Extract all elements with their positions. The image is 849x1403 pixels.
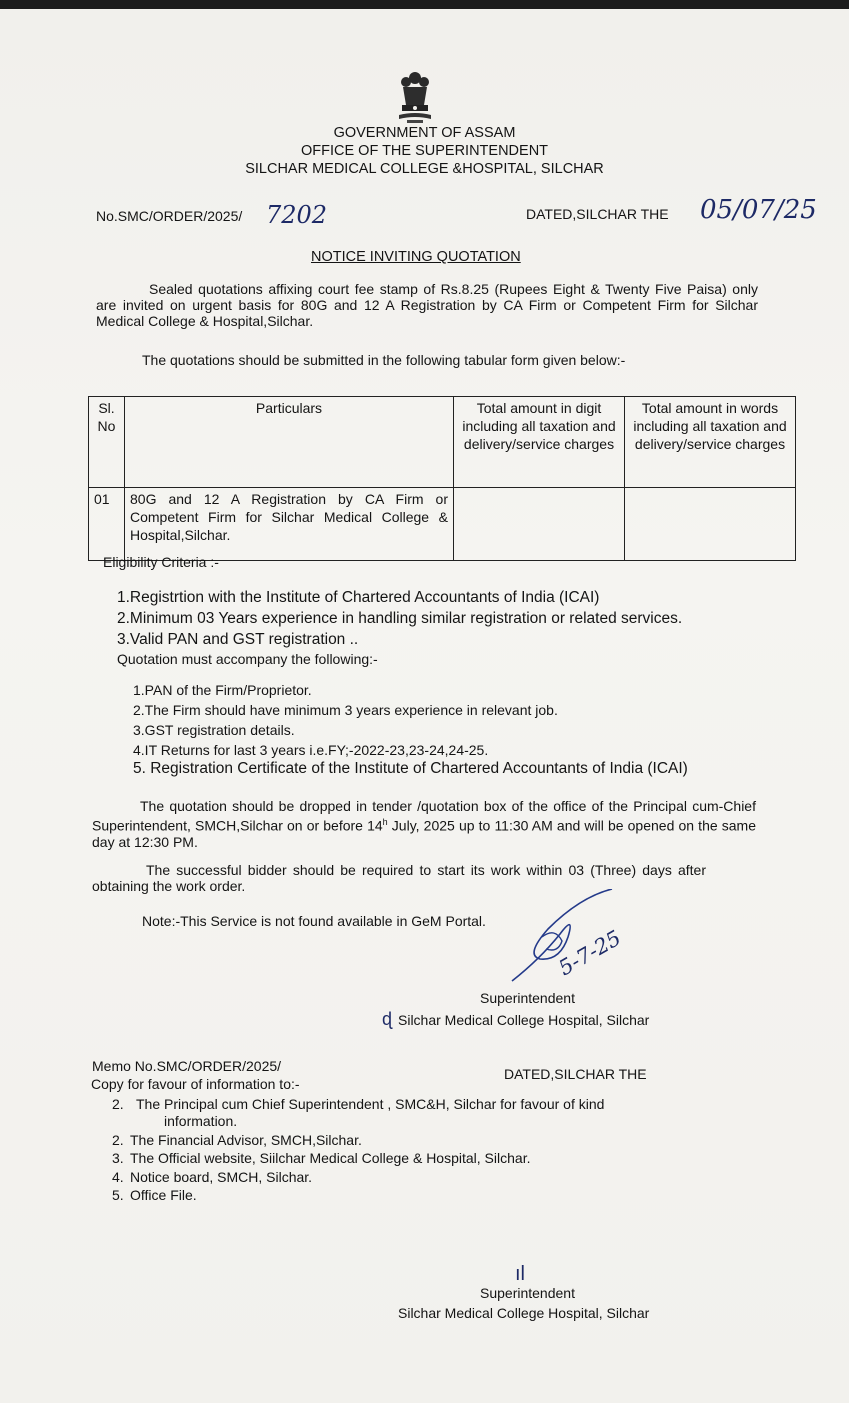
eligibility-item: 1.Registrtion with the Institute of Chartered Accountants of India (ICAI) (117, 589, 600, 606)
drop-paragraph (92, 798, 756, 850)
order-number-handwritten: 7202 (266, 201, 328, 229)
drop-text-sup: h (382, 817, 388, 827)
header-office: OFFICE OF THE SUPERINTENDENT (300, 143, 549, 159)
accompany-item: 1.PAN of the Firm/Proprietor. (133, 682, 312, 698)
accompany-heading: Quotation must accompany the following:- (117, 651, 378, 667)
order-number-label: No.SMC/ORDER/2025/ (96, 208, 243, 224)
copy-item-continued: information. (164, 1113, 238, 1129)
bidder-paragraph: The successful bidder should be required to start its work within 03 (Three) days after obtaining the work order. (92, 862, 706, 894)
scan-top-edge (0, 0, 849, 9)
copy-item: The Principal cum Chief Superintendent , SMC&H, Silchar for favour of kind (136, 1096, 605, 1112)
signature-date: 5-7-25 (554, 925, 626, 981)
accompany-item: 2.The Firm should have minimum 3 years experience in relevant job. (133, 702, 558, 718)
memo-number: Memo No.SMC/ORDER/2025/ (92, 1058, 282, 1074)
row-amount-words (625, 488, 796, 561)
row-particulars: 80G and 12 A Registration by CA Firm or Competent Firm for Silchar Medical College & Hospital,Silchar. (125, 488, 454, 561)
table-intro: The quotations should be submitted in the following tabular form given below:- (142, 352, 626, 368)
header-government: GOVERNMENT OF ASSAM (333, 125, 516, 141)
accompany-item: 3.GST registration details. (133, 722, 295, 738)
eligibility-heading: Eligibility Criteria :- (103, 554, 219, 570)
copy-item-number: 2. (112, 1096, 124, 1112)
table-row (89, 488, 796, 561)
notice-document (0, 9, 849, 1403)
copy-item: Notice board, SMCH, Silchar. (130, 1169, 313, 1185)
header-amount-words: Total amount in words including all taxation and delivery/service charges (625, 397, 796, 488)
signatory-title-2: Superintendent (480, 1285, 575, 1301)
eligibility-item: 3.Valid PAN and GST registration .. (117, 631, 359, 648)
date-handwritten: 05/07/25 (700, 195, 817, 225)
eligibility-item: 2.Minimum 03 Years experience in handling similar registration or related services. (117, 610, 683, 627)
copy-item-number: 2. (112, 1132, 124, 1148)
header-sl-no: Sl. No (89, 397, 125, 488)
copy-item-number: 3. (112, 1150, 124, 1166)
signatory-org-2: Silchar Medical College Hospital, Silchar (398, 1305, 650, 1321)
row-sl-no: 01 (89, 488, 125, 561)
quotation-table (88, 396, 796, 561)
header-particulars: Particulars (125, 397, 454, 488)
state-emblem-icon (393, 69, 437, 125)
accompany-item: 4.IT Returns for last 3 years i.e.FY;-2022-23,23-24,24-25. (133, 742, 489, 758)
header-amount-digit: Total amount in digit including all taxation and delivery/service charges (454, 397, 625, 488)
signatory-title: Superintendent (480, 990, 575, 1006)
gem-note: Note:-This Service is not found available in GeM Portal. (142, 913, 486, 929)
table-header-row (89, 397, 796, 488)
dated-label: DATED,SILCHAR THE (526, 206, 669, 222)
drop-text-post: July, 2025 up to 11:30 AM and will be opened on the same day at 12:30 PM. (92, 817, 756, 850)
copy-item: The Financial Advisor, SMCH,Silchar. (130, 1132, 362, 1148)
header-institution: SILCHAR MEDICAL COLLEGE &HOSPITAL, SILCHAR (245, 161, 604, 177)
copy-item-number: 5. (112, 1187, 124, 1203)
initial-mark-icon: ıl (515, 1263, 525, 1285)
drop-text-pre: The quotation should be dropped in tender /quotation box of the office of the Principal cum-Chief Superintendent, SMCH,Silchar on or before 14 (92, 798, 756, 834)
initial-mark-icon: ɖ (382, 1009, 393, 1029)
copy-item: The Official website, Siilchar Medical College & Hospital, Silchar. (130, 1150, 531, 1166)
copy-item: Office File. (130, 1187, 197, 1203)
memo-dated: DATED,SILCHAR THE (504, 1066, 647, 1082)
intro-paragraph: Sealed quotations affixing court fee stamp of Rs.8.25 (Rupees Eight & Twenty Five Paisa) only are invited on urgent basis for 80G and 12 A Registration by CA Firm or Competent Firm for Silchar Medical College & Hospital,Silchar. (96, 281, 758, 329)
copy-heading: Copy for favour of information to:- (91, 1076, 300, 1092)
accompany-item: 5. Registration Certificate of the Institute of Chartered Accountants of India (ICAI) (133, 760, 688, 777)
copy-item-number: 4. (112, 1169, 124, 1185)
notice-title: NOTICE INVITING QUOTATION (311, 249, 521, 265)
row-amount-digit (454, 488, 625, 561)
signatory-org: Silchar Medical College Hospital, Silchar (398, 1012, 650, 1028)
